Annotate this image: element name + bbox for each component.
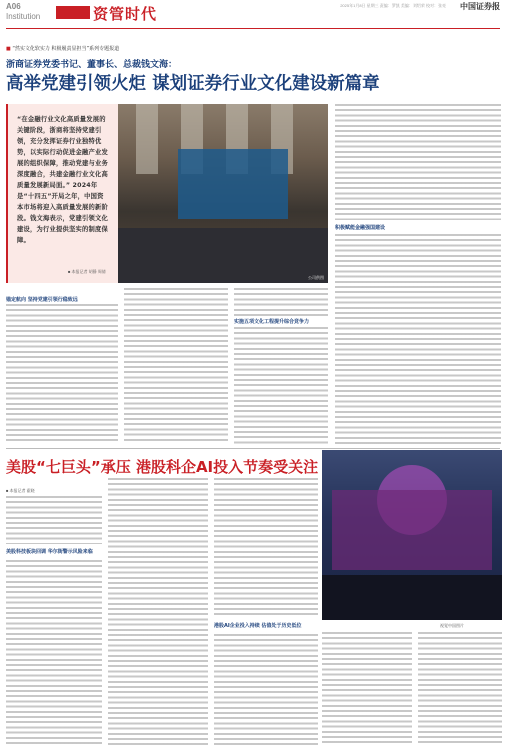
article-divider: [6, 448, 500, 449]
section-name-en: Institution: [6, 12, 41, 21]
masthead: 中国证券报: [460, 1, 500, 11]
article2-photo: [322, 450, 502, 620]
photo-audience: [322, 575, 502, 620]
section-heading: 积极赋能金融强国建设: [335, 225, 386, 231]
photo-window: [136, 104, 158, 174]
issue-meta: 2025年1月8日 星期三 责编：罗凯 美编：刘绍荣 校对：张亮: [340, 3, 446, 8]
body-column: [322, 632, 412, 746]
article1-kicker: [6, 45, 119, 52]
header-rule: [6, 28, 500, 29]
section-heading: 锚定航向 坚持党建引领行稳致远: [6, 297, 78, 303]
article1-headline: 高举党建引领火炬 谋划证券行业文化建设新篇章: [6, 74, 380, 94]
body-column: [234, 327, 328, 444]
kicker-marker: ■: [6, 46, 11, 52]
article1-subhead: 浙商证券党委书记、董事长、总裁钱文海：: [6, 60, 178, 70]
body-column: [6, 560, 102, 746]
section-heading: 港股AI企业投入持续 估值处于历史低位: [214, 623, 302, 629]
section-bar: [56, 6, 90, 19]
photo-credit: 公司供图: [308, 275, 324, 280]
body-column: [418, 632, 502, 746]
lead-text: “在金融行业文化高质量发展的关键阶段，浙商将坚持党建引领，充分发挥证券行业独特优势，以实际行动促进金融产业发展的组织保障，推动党建与业务深度融合，共建金融行业文化高质量发展新局面。” 2024年是“十四五”开局之年，中国资本市场将迎入高质量发展的新阶段。钱文海表示，党建引领文化建设，为行业提供坚实的制度保障。: [17, 116, 108, 244]
page-header: [0, 0, 506, 30]
section-heading: 实施五项文化工程提升综合竞争力: [234, 319, 310, 325]
section-title: 资管时代: [93, 5, 158, 23]
body-column: [124, 288, 228, 444]
body-column: [335, 234, 501, 444]
body-column: [234, 288, 328, 316]
photo-screen: [178, 149, 288, 219]
section-heading: 美股科技板块回调 华尔街警示风险来临: [6, 549, 93, 555]
byline: ■ 本报记者 胡静 周倩: [68, 269, 106, 274]
body-column: [214, 478, 318, 618]
photo2-credit: 视觉中国图片: [440, 623, 464, 628]
body-column: [108, 478, 208, 746]
lead-box: [6, 104, 118, 283]
article2-headline: 美股“七巨头”承压 港股科企AI投入节奏受关注: [6, 458, 319, 476]
body-column: [214, 634, 318, 746]
body-column: [335, 104, 501, 220]
body-column: [6, 304, 118, 444]
article2-byline: ■ 本报记者 霍晓: [6, 488, 35, 493]
body-column: [6, 496, 102, 544]
page-number: A06: [6, 2, 21, 11]
photo-stage: [332, 490, 492, 570]
kicker-text: “然实文化软实力 积极履责显担当”系列专题报道: [12, 46, 120, 52]
